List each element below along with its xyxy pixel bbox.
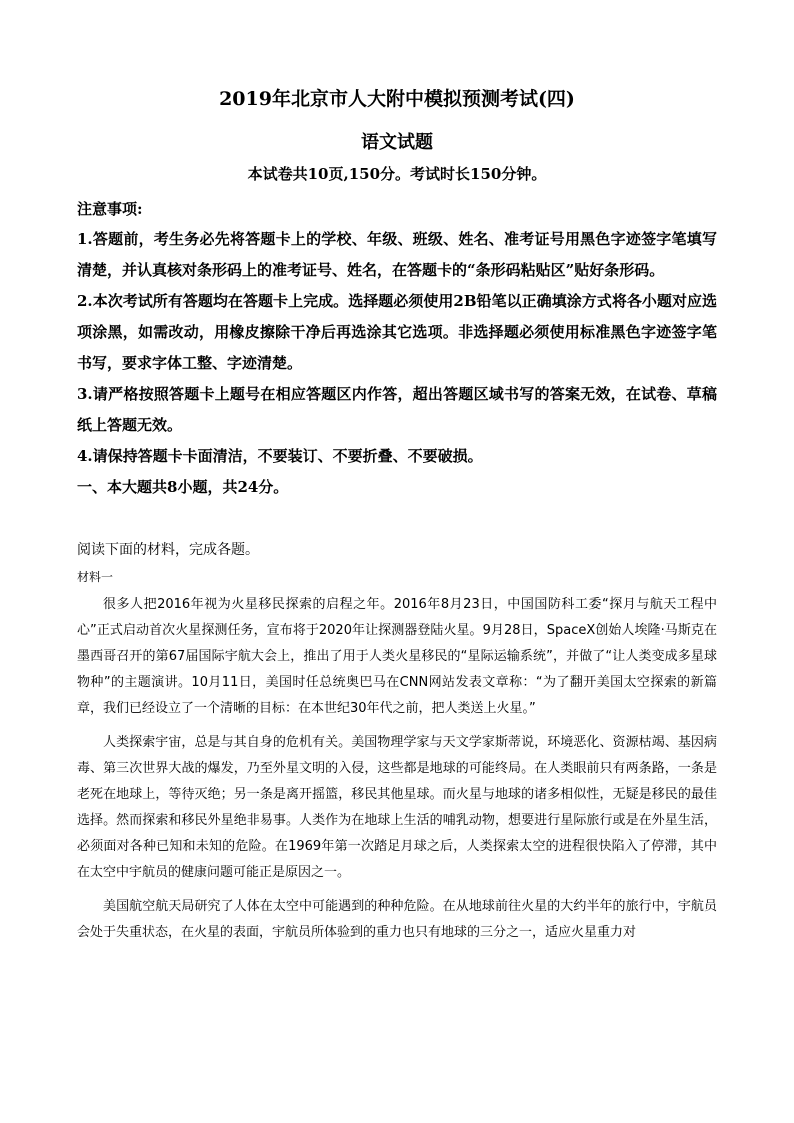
note-item-4: 4.请保持答题卡卡面清洁，不要装订、不要折叠、不要破损。 [77,447,483,465]
section-heading: 一、本大题共8小题，共24分。 [77,478,289,496]
exam-info: 本试卷共10页,150分。考试时长150分钟。 [247,165,547,183]
exam-subtitle: 语文试题 [361,132,433,153]
material-label: 材料一 [77,570,114,584]
paragraph-1: 很多人把2016年视为火星移民探索的启程之年。2016年8月23日，中国国防科工委“探月与航天工程中心”正式启动首次火星探测任务，宣布将于2020年让探测器登陆火星。9月28日，SpaceX创始人埃隆·马斯克在墨西哥召开的第67届国际宇航大会上，推出了用于人类火星移民的“星际运输系统”，并做了“让人类变成多星球物种”的主题演讲。10月11日，美国时任总统奥巴马在CNN网站发表文章称：“为了翻开美国太空探索的新篇章，我们已经设立了一个清晰的目标：在本世纪30年代之前，把人类送上火星。” [77,597,717,716]
note-item-3: 3.请严格按照答题卡上题号在相应答题区内作答，超出答题区域书写的答案无效，在试卷、草稿纸上答题无效。 [77,385,717,434]
note-item-2: 2.本次考试所有答题均在答题卡上完成。选择题必须使用2B铅笔以正确填涂方式将各小题对应选项涂黑，如需改动，用橡皮擦除干净后再选涂其它选项。非选择题必须使用标准黑色字迹签字笔书写，要求字体工整、字迹清楚。 [77,292,717,372]
exam-title: 2019年北京市人大附中模拟预测考试(四) [219,88,575,110]
note-item-1: 1.答题前，考生务必先将答题卡上的学校、年级、班级、姓名、准考证号用黑色字迹签字笔填写清楚，并认真核对条形码上的准考证号、姓名，在答题卡的“条形码粘贴区”贴好条形码。 [77,230,717,279]
reading-section [77,538,717,950]
reading-instruction: 阅读下面的材料，完成各题。 [77,542,259,558]
paragraph-3: 美国航空航天局研究了人体在太空中可能遇到的种种危险。在从地球前往火星的大约半年的旅行中，宇航员会处于失重状态，在火星的表面，宇航员所体验到的重力也只有地球的三分之一，适应火星重力对 [77,899,717,940]
notes-heading: 注意事项: [77,200,143,218]
paragraph-2: 人类探索宇宙，总是与其自身的危机有关。美国物理学家与天文学家斯蒂说，环境恶化、资源枯竭、基因病毒、第三次世界大战的爆发，乃至外星文明的入侵，这些都是地球的可能终局。在人类眼前只有两条路，一条是老死在地球上，等待灭绝；另一条是离开摇篮，移民其他星球。而火星与地球的诸多相似性，无疑是移民的最佳选择。然而探索和移民外星绝非易事。人类作为在地球上生活的哺乳动物，想要进行星际旅行或是在外星生活，必须面对各种已知和未知的危险。在1969年第一次踏足月球之后，人类探索太空的进程很快陷入了停滞，其中在太空中宇航员的健康问题可能正是原因之一。 [77,735,717,880]
notes-section [77,196,717,503]
